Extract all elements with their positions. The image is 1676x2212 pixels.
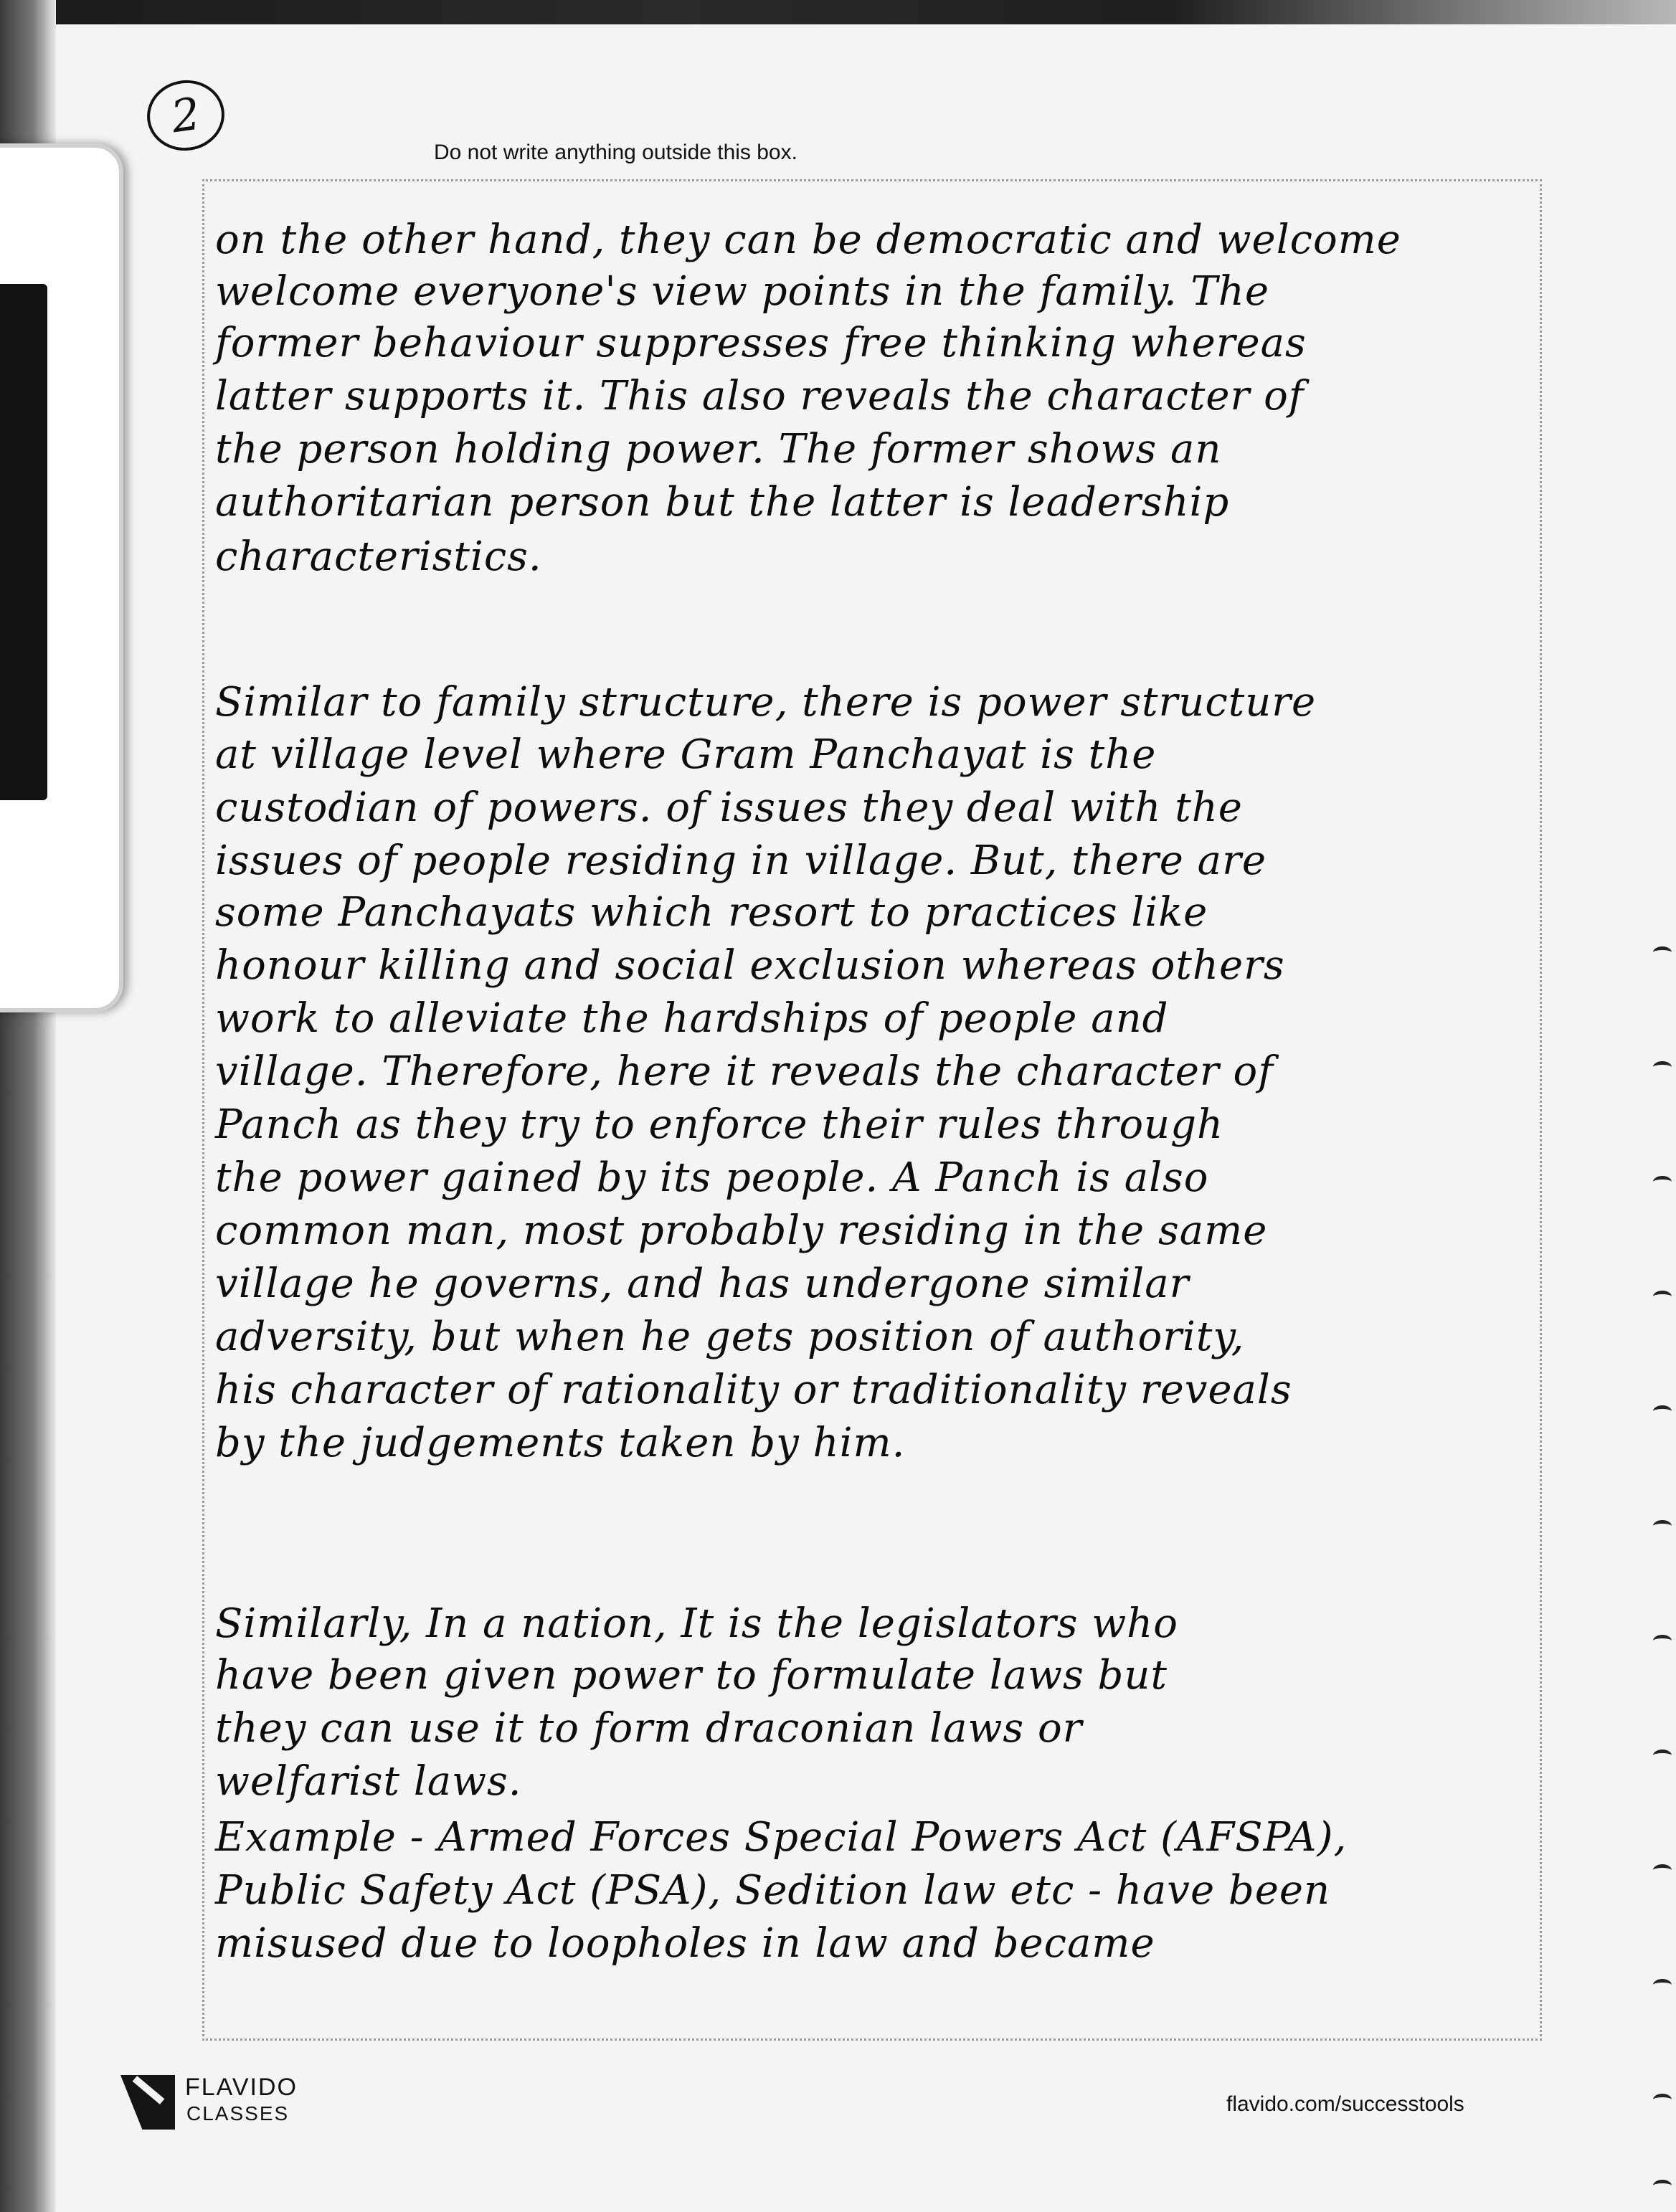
- spiral-ring: [1653, 1520, 1672, 1532]
- spiral-ring: [1653, 1979, 1672, 1991]
- spiral-ring: [1653, 1635, 1672, 1647]
- flavido-logo: [120, 2071, 298, 2135]
- answer-line: Example - Armed Forces Special Powers Act (AFSPA),: [215, 1814, 1348, 1861]
- spiral-ring: [1653, 1061, 1672, 1073]
- answer-line: welcome everyone's view points in the family. The: [215, 268, 1269, 315]
- footer-url: flavido.com/successtools: [1226, 2092, 1464, 2116]
- answer-line: some Panchayats which resort to practices like: [215, 889, 1208, 936]
- spiral-ring: [1653, 2094, 1672, 2106]
- answer-line: welfarist laws.: [215, 1758, 522, 1805]
- answer-line: Panch as they try to enforce their rules through: [215, 1101, 1224, 1148]
- answer-line: issues of people residing in village. But, there are: [215, 837, 1267, 884]
- logo-name: FLAVIDO: [185, 2074, 298, 2101]
- spiral-ring: [1653, 1750, 1672, 1762]
- answer-line: authoritarian person but the latter is leadership: [215, 479, 1230, 526]
- spiral-ring: [1653, 1864, 1672, 1876]
- phone-screen: [0, 284, 47, 800]
- answer-line: former behaviour suppresses free thinking whereas: [215, 320, 1307, 366]
- answer-line: village he governs, and has undergone similar: [215, 1261, 1190, 1307]
- answer-line: his character of rationality or traditionality reveals: [215, 1367, 1292, 1413]
- answer-line: the person holding power. The former shows an: [215, 426, 1222, 473]
- spiral-ring: [1653, 1291, 1672, 1303]
- answer-line: at village level where Gram Panchayat is the: [215, 731, 1157, 778]
- answer-line: characteristics.: [215, 533, 542, 580]
- logo-subtitle: CLASSES: [186, 2102, 290, 2125]
- answer-line: misused due to loopholes in law and became: [215, 1920, 1155, 1967]
- spiral-ring: [1653, 946, 1672, 959]
- logo-mark-icon: [120, 2075, 175, 2130]
- scan-top-shadow: [0, 0, 1676, 24]
- answer-line: they can use it to form draconian laws or: [215, 1705, 1083, 1752]
- answer-line: village. Therefore, here it reveals the character of: [215, 1048, 1274, 1095]
- answer-line: by the judgements taken by him.: [215, 1420, 906, 1466]
- answer-line: honour killing and social exclusion whereas others: [215, 942, 1285, 989]
- answer-line: have been given power to formulate laws but: [215, 1652, 1168, 1699]
- page-number: 2: [143, 75, 229, 156]
- instruction-text: Do not write anything outside this box.: [434, 141, 797, 164]
- answer-line: common man, most probably residing in the same: [215, 1207, 1268, 1254]
- answer-line: Similar to family structure, there is power structure: [215, 679, 1317, 726]
- answer-line: work to alleviate the hardships of people and: [215, 995, 1169, 1042]
- answer-line: custodian of powers. of issues they deal with the: [215, 784, 1243, 831]
- answer-line: adversity, but when he gets position of authority,: [215, 1314, 1245, 1360]
- spiral-ring: [1653, 2180, 1672, 2192]
- answer-line: Similarly, In a nation, It is the legislators who: [215, 1600, 1178, 1647]
- spiral-ring: [1653, 1405, 1672, 1418]
- answer-line: Public Safety Act (PSA), Sedition law etc - have been: [215, 1867, 1331, 1914]
- answer-line: latter supports it. This also reveals the character of: [215, 373, 1305, 419]
- answer-line: on the other hand, they can be democratic and welcome: [215, 217, 1401, 263]
- phone-edge: [0, 143, 123, 1012]
- spiral-ring: [1653, 1176, 1672, 1188]
- answer-line: the power gained by its people. A Panch is also: [215, 1154, 1209, 1201]
